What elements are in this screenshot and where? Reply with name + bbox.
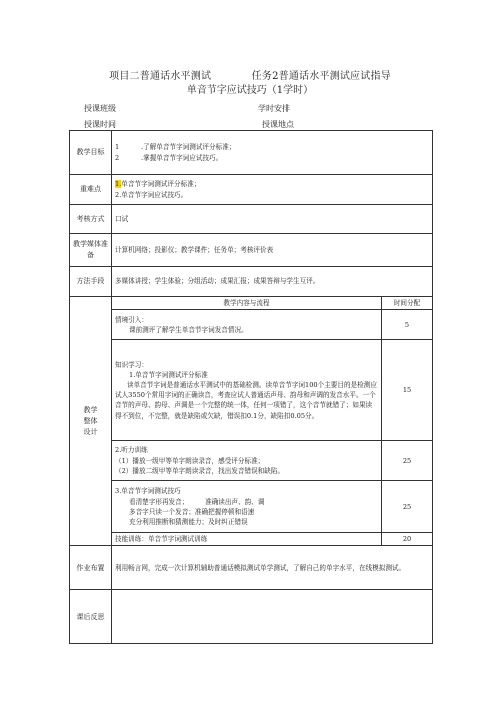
methods-label: 方法手段 (70, 267, 112, 297)
keypoints-content: 1.单音节字词测试评分标准； 2.单音节字词应试技巧。 (112, 175, 433, 205)
goals-label: 教学目标 (70, 131, 112, 175)
highlight-mark: 1. (115, 180, 122, 189)
design-row (70, 310, 433, 340)
goals-content (112, 131, 433, 175)
media-label: 教学媒体准备 (70, 234, 112, 267)
design-time: 5 (382, 310, 433, 340)
design-label: 教学 整体 设计 (70, 297, 112, 546)
homework-row (70, 546, 433, 590)
place-label: 授课地点 (262, 120, 294, 129)
document-title: 项目二普通话水平测试 任务2普通话水平测试应试指导 (109, 71, 391, 82)
keypoints-label: 重难点 (70, 175, 112, 205)
reflection-value (112, 590, 433, 644)
design-row (70, 533, 433, 546)
lesson-plan-table (69, 130, 433, 644)
assessment-label: 考核方式 (70, 205, 112, 234)
reflection-row (70, 590, 433, 644)
design-time: 25 (382, 481, 433, 533)
column-header-content: 教学内容与流程 (112, 297, 382, 310)
column-header-time: 时间分配 (382, 297, 433, 310)
assessment-row (70, 205, 433, 234)
class-label: 授课班级 (84, 104, 116, 113)
design-content: 2.听力训练 （1）播放一级甲等单字朗读录音，感受评分标准； （2）播放二级甲等单字朗读录音，找出发音错误和缺陷。 (112, 441, 382, 481)
goal-item: 2 .掌握单音节字词应试技巧。 (115, 153, 223, 162)
design-header-row (70, 297, 433, 310)
time-label: 授课时间 (84, 120, 116, 129)
keypoints-row (70, 175, 433, 205)
design-time: 15 (382, 340, 433, 441)
goals-row (70, 131, 433, 175)
homework-label: 作业布置 (70, 546, 112, 590)
design-row (70, 441, 433, 481)
design-time: 25 (382, 441, 433, 481)
document-subtitle: 单音节字应试技巧（1学时） (186, 85, 314, 96)
design-content: 知识学习： 1.单音节字词测试评分标准 读单音节字词是普通话水平测试中的基础检测。读单音节字词100个主要目的是检测应试人3550个常用字词的正确读音，考查应试人普通话声母、韵母和声调的发音水平。一个音节的声母、韵母、声调是一个完整的统一体，任何一项错了，这个音节就错了；如果读得不到位，不完整，就是缺陷或欠缺，错误扣0.1分，缺陷扣0.05分。 (112, 340, 382, 441)
methods-value: 多媒体讲授；学生体验；分组活动；成果汇报；成果答辩与学生互评。 (112, 267, 433, 297)
design-row (70, 481, 433, 533)
design-row (70, 340, 433, 441)
design-content: 3.单音节字词测试技巧 看清楚字形再发音； 准确读出声、韵、调 多音字只读一个发音；准确把握停顿和语速 充分利用推断和猜测能力；及时纠正错误 (112, 481, 382, 533)
goal-item: 1 .了解单音节字词测试评分标准； (115, 143, 236, 152)
design-content: 情境引入： 课前测评了解学生单音节字词发音情况。 (112, 310, 382, 340)
reflection-label: 课后反思 (70, 590, 112, 644)
assessment-value: 口试 (112, 205, 433, 234)
design-time: 20 (382, 533, 433, 546)
media-row (70, 234, 433, 267)
hours-label: 学时安排 (258, 104, 290, 113)
design-content: 技能训练：单音节字词测试训练 (112, 533, 382, 546)
homework-value: 利用畅言网，完成一次计算机辅助普通话模拟测试单学测试，了解自己的单字水平，在线模拟测试。 (112, 546, 433, 590)
methods-row (70, 267, 433, 297)
media-value: 计算机网络；投影仪；教学课件；任务单；考核评价表 (112, 234, 433, 267)
